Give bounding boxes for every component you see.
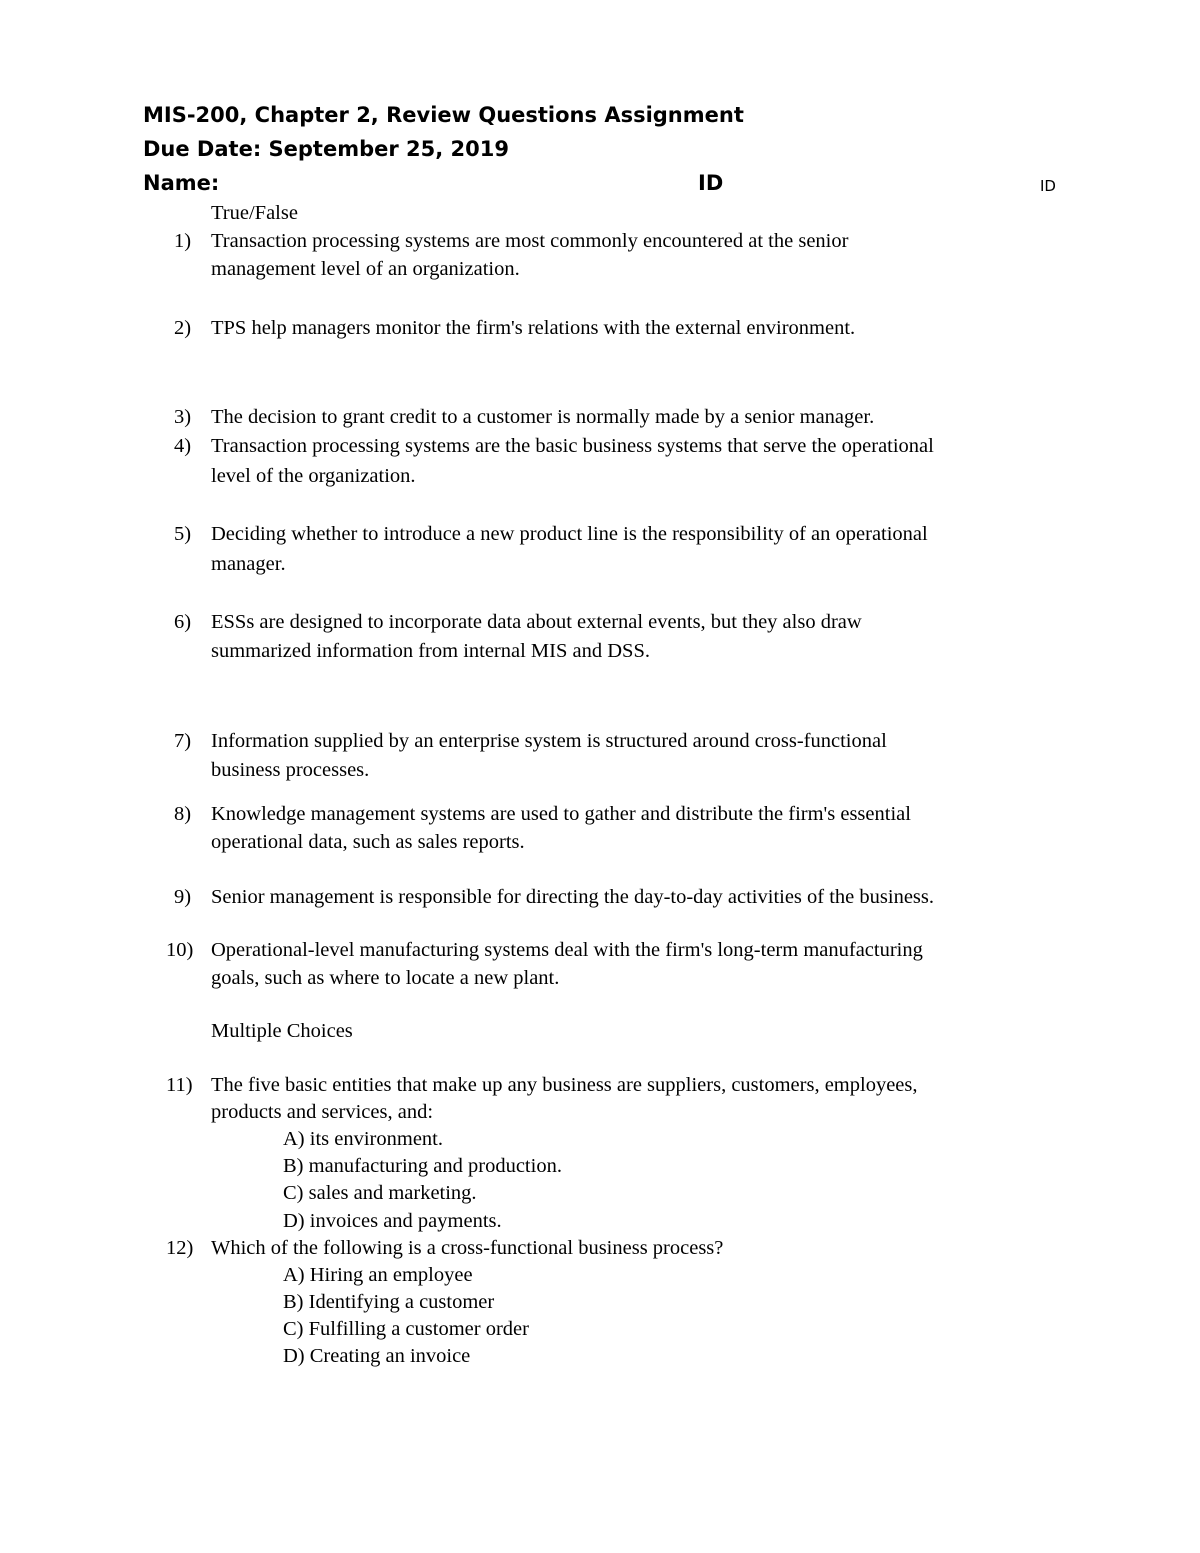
question-text: products and services, and: — [211, 1101, 434, 1123]
question-text: business processes. — [211, 759, 370, 781]
question-number: 11) — [166, 1074, 193, 1096]
question-text: TPS help managers monitor the firm's relations with the external environment. — [211, 317, 856, 339]
question-number: 12) — [166, 1237, 194, 1259]
section-true-false: True/False — [211, 202, 298, 224]
answer-option: A) its environment. — [283, 1128, 443, 1150]
question-text: management level of an organization. — [211, 258, 520, 280]
id-label-small: ID — [1040, 177, 1056, 195]
answer-option: B) manufacturing and production. — [283, 1155, 562, 1177]
document-title: MIS-200, Chapter 2, Review Questions Assignment — [143, 103, 744, 127]
question-number: 6) — [174, 611, 192, 633]
question-text: Senior management is responsible for directing the day-to-day activities of the business. — [211, 886, 935, 908]
question-text: goals, such as where to locate a new plant. — [211, 967, 560, 989]
question-number: 7) — [174, 730, 192, 752]
question-number: 5) — [174, 523, 192, 545]
question-text: Knowledge management systems are used to gather and distribute the firm's essential — [211, 803, 911, 825]
question-text: level of the organization. — [211, 465, 416, 487]
question-number: 8) — [174, 803, 192, 825]
question-number: 10) — [166, 939, 194, 961]
answer-option: A) Hiring an employee — [283, 1264, 473, 1286]
question-text: Transaction processing systems are the basic business systems that serve the operational — [211, 435, 934, 457]
question-number: 2) — [174, 317, 192, 339]
question-text: manager. — [211, 553, 286, 575]
answer-option: B) Identifying a customer — [283, 1291, 495, 1313]
name-label: Name: — [143, 171, 220, 195]
question-text: The decision to grant credit to a customer is normally made by a senior manager. — [211, 406, 875, 428]
question-text: Deciding whether to introduce a new product line is the responsibility of an operational — [211, 523, 928, 545]
question-text: summarized information from internal MIS and DSS. — [211, 640, 650, 662]
question-text: operational data, such as sales reports. — [211, 831, 525, 853]
answer-option: D) invoices and payments. — [283, 1210, 502, 1232]
question-text: Operational-level manufacturing systems deal with the firm's long-term manufacturing — [211, 939, 923, 961]
question-number: 1) — [174, 230, 192, 252]
answer-option: C) sales and marketing. — [283, 1182, 477, 1204]
question-number: 3) — [174, 406, 192, 428]
due-date: Due Date: September 25, 2019 — [143, 137, 509, 161]
question-text: Information supplied by an enterprise system is structured around cross-functional — [211, 730, 887, 752]
question-text: Which of the following is a cross-functional business process? — [211, 1237, 724, 1259]
question-text: Transaction processing systems are most commonly encountered at the senior — [211, 230, 849, 252]
id-label: ID — [698, 171, 724, 195]
question-text: The five basic entities that make up any business are suppliers, customers, employees, — [211, 1074, 918, 1096]
question-number: 4) — [174, 435, 192, 457]
answer-option: C) Fulfilling a customer order — [283, 1318, 529, 1340]
section-multiple-choices: Multiple Choices — [211, 1020, 353, 1042]
answer-option: D) Creating an invoice — [283, 1345, 471, 1367]
question-number: 9) — [174, 886, 192, 908]
question-text: ESSs are designed to incorporate data about external events, but they also draw — [211, 611, 862, 633]
